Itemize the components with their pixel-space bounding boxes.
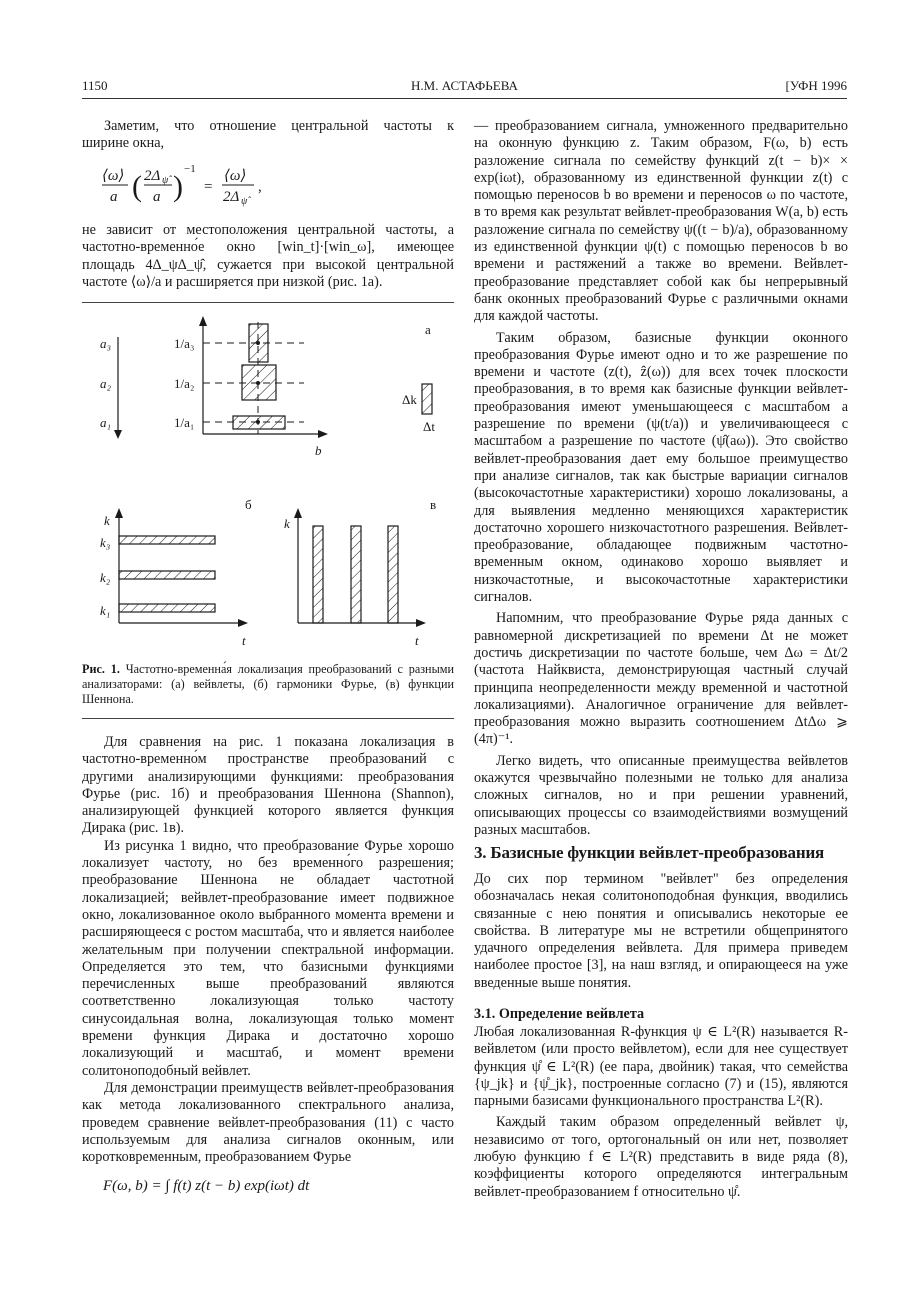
paragraph: Для сравнения на рис. 1 показана локализация в частотно-временно́м пространстве преобразований с другими анализирующими функциями: преобразования Фурье (рис. 1б) и преобразования Шеннона (Shannon), анализирующей функцией которого является функция Дирака (рис. 1в).: [82, 734, 454, 837]
section-intro: [474, 871, 848, 992]
caption-text: Частотно-временна́я локализация преобразований с разными анализаторами: (а) вейвлеты, (б) гармоники Фурье, (в) функции Шеннона.: [82, 662, 454, 706]
svg-text:−1: −1: [184, 163, 196, 175]
svg-text:⟨ω⟩: ⟨ω⟩: [102, 168, 125, 184]
svg-text:k: k: [104, 513, 110, 528]
svg-text:а: а: [425, 322, 431, 337]
paragraph: — преобразованием сигнала, умноженного предварительно на оконную функцию z. Таким образом, F(ω, b) есть разложение сигнала по семейству функций z(t − b)× × exp(iωt), образованному из единственной функции z(t) с помощью переносов b во времени и переносов ω по частоте, в то время как результат вейвлет-преобразования W(a, b) есть разложение сигнала по семейству ψ((t − b)/a), образованному из единственной функции ψ(t) с помощью переносов b во времени и растяжений a также во времени. Вейвлет-преобразование представляет собой как бы непрерывный банк оконных преобразований Фурье с различными окнами для каждой частоты.: [474, 118, 848, 325]
svg-text:a₂: a₂: [100, 376, 112, 391]
svg-text:в: в: [430, 497, 437, 512]
figure-panel-b-c: [82, 492, 454, 652]
figure-panel-a: [82, 312, 454, 472]
paragraph: Из рисунка 1 видно, что преобразование Фурье хорошо локализует частоту, но без временно́го разрешения; преобразование Шеннона не обладает частотной локализацией; вейвлет-преобразование имеет подвижное окно, локализованное около выбранного момента времени и расширяющееся с ростом масштаба, что и является наиболее желательным при получении спектральной информации. Определяется это тем, что базисными функциями перечисленных выше преобразований являются соответственно локализующая только частоту синусоидальная волна, локализующая только момент времени функция Дирака и достаточно хорошо локализующий и масштаб, и момент времени солитоноподобный вейвлет.: [82, 837, 454, 1079]
figure-caption: [82, 662, 454, 707]
svg-text:a: a: [153, 189, 161, 205]
paragraph: ширине окна,: [82, 135, 165, 152]
paragraph: не зависит от местоположения центральной частоты, а частотно-временно́е окно [win_t]·[win_ω], имеющее площадь 4Δ_ψΔ_ψ̂, сужается при высокой центральной частоте ⟨ω⟩/a и расширяется при низкой (рис. 1а).: [82, 222, 454, 290]
running-header: [82, 78, 847, 96]
section-heading: 3. Базисные функции вейвлет-преобразования: [474, 843, 825, 862]
svg-text:⟨ω⟩: ⟨ω⟩: [224, 168, 247, 184]
svg-text:Δt: Δt: [423, 419, 435, 434]
svg-text:k: k: [284, 516, 290, 531]
caption-label: Рис. 1.: [82, 662, 120, 676]
paragraph: Любая локализованная R-функция ψ ∈ L²(R) называется R-вейвлетом (или просто вейвлетом), если для нее существует функция ψ̊ ∈ L²(R) (ее пара, двойник) такая, что семейства {ψ_jk} и {ψ̊_jk}, построенные согласно (7) и (15), являются парными базисами функционального пространства L²(R).: [474, 1024, 848, 1110]
paragraph: Каждый таким образом определенный вейвлет ψ, независимо от того, ортогональный он или нет, позволяет любую функцию f ∈ L²(R) представить в виде ряда (8), коэффициенты которого определяются интегральным вейвлет-преобразованием f относительно ψ̊.: [474, 1114, 848, 1200]
subsection-heading: 3.1. Определение вейвлета: [474, 1006, 645, 1022]
paragraph: До сих пор термином "вейвлет" без определения обозначалась некая солитоноподобная функция, вводились связанные с нею понятия и описывались некоторые ее свойства. В литературе мы не встретили общепринятого удачного определения вейвлета. Для примера приведем наиболее простое [3], на наш взгляд, и опирающееся на уже введенные выше понятия.: [474, 871, 848, 991]
figure-bottom-divider: [82, 718, 454, 719]
svg-text:(: (: [132, 170, 142, 203]
svg-text:a: a: [110, 189, 118, 205]
figure-top-divider: [82, 302, 454, 303]
svg-text:t: t: [415, 633, 419, 648]
right-body: [474, 118, 848, 839]
svg-text:,: ,: [258, 179, 262, 195]
header-divider: [82, 98, 847, 99]
svg-text:k₃: k₃: [100, 535, 111, 550]
svg-text:k₂: k₂: [100, 570, 111, 585]
paragraph: Напомним, что преобразование Фурье ряда данных с равномерной дискретизацией по времени Δt не может достичь дискретизации по частоте больше, чем Δω = Δt/2 (частота Найквиста, демонстрирующая частный случай принципа неопределенности между временной и частотной локализациями). Аналогичное ограничение для вейвлет-преобразования можно выразить соотношением ΔtΔω ⩾ (4π)⁻¹.: [474, 610, 848, 748]
svg-text:2Δ: 2Δ: [144, 168, 161, 184]
svg-text:a₃: a₃: [100, 336, 112, 351]
equation-windowed-fourier: F(ω, b) = ∫ f(t) z(t − b) exp(iωt) dt: [103, 1178, 310, 1194]
paragraph: Таким образом, базисные функции оконного преобразования Фурье имеют одно и то же разрешение по времени и частоте (z(t), ẑ(ω)) для всех точек плоскости преобразования, в то время как базисные функции вейвлет-преобразования имеют уменьшающееся с масштабом a разрешение по времени (ψ(t/a)) и увеличивающееся с масштабом a разрешение по частоте (ψ̂(aω)). Это свойство вейвлет-преобразования дает ему большое преимущество при анализе сигналов, так как быстрые вариации сигналов (высокочастотные характеристики) хорошо локализованы, а для выявления медленно меняющихся характеристик достаточно хорошего низкочастотного разрешения. Вейвлет-преобразование, обладающее подвижным частотно-временным окном, одинаково хорошо выявляет и низкочастотные, и высокочастотные характеристики сигналов.: [474, 329, 848, 606]
equation-window-ratio: [100, 162, 360, 212]
left-p2: [82, 222, 454, 291]
svg-text:1/a₁: 1/a₁: [174, 415, 195, 430]
left-body: [82, 734, 454, 1166]
svg-text:t: t: [242, 633, 246, 648]
svg-text:a₁: a₁: [100, 415, 112, 430]
subsection-body: [474, 1024, 848, 1201]
svg-text:=: =: [204, 179, 213, 195]
svg-text:): ): [173, 170, 183, 203]
svg-text:Δk: Δk: [402, 392, 417, 407]
page-number: 1150: [82, 78, 108, 93]
svg-text:ψ̂: ψ̂: [162, 175, 169, 186]
svg-text:ψ̂: ψ̂: [241, 196, 248, 207]
author-name: Н.М. АСТАФЬЕВА: [411, 78, 518, 93]
journal-ref: [УФН 1996: [785, 78, 847, 93]
svg-text:k₁: k₁: [100, 603, 111, 618]
paragraph: Для демонстрации преимуществ вейвлет-преобразования как метода локализованного спектрального анализа, проведем сравнение вейвлет-преобразования (11) с часто используемым для анализа сигналов оконным, или коротковременным, преобразованием Фурье: [82, 1079, 454, 1166]
svg-text:б: б: [245, 497, 252, 512]
paragraph: Легко видеть, что описанные преимущества вейвлетов окажутся чрезвычайно полезными не только для анализа сложных сигналов, но и при решении уравнений, описывающих процессы со взаимодействиями возмущений разных масштабов.: [474, 752, 848, 838]
left-intro: [82, 118, 454, 153]
paragraph: Заметим, что отношение центральной частоты к: [104, 118, 454, 134]
svg-text:2Δ: 2Δ: [223, 189, 240, 205]
svg-text:1/a₂: 1/a₂: [174, 376, 195, 391]
svg-text:1/a₃: 1/a₃: [174, 336, 195, 351]
svg-text:b: b: [315, 443, 322, 458]
